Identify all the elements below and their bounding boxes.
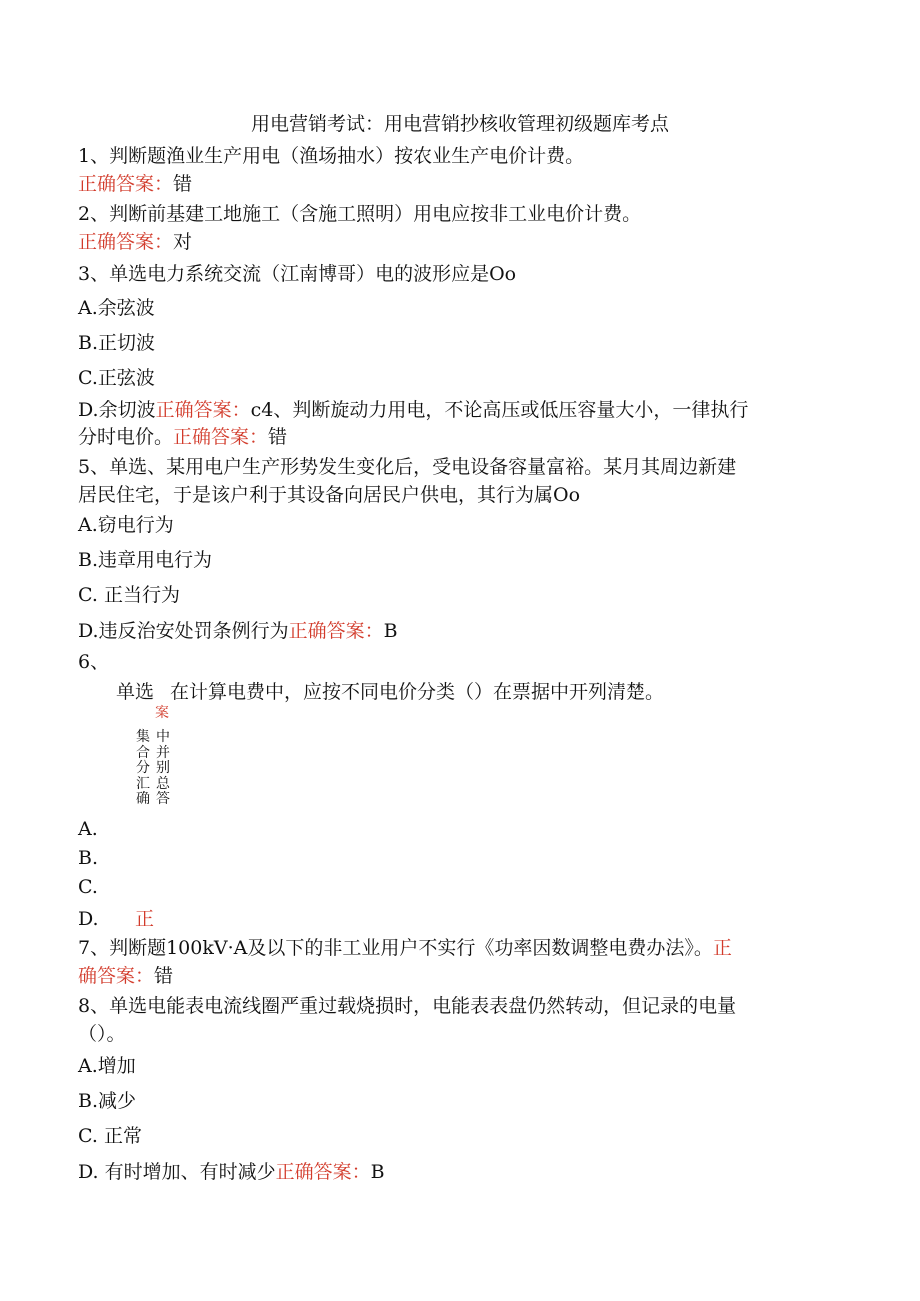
option-column-right: 中 并 别 总 答 [156, 729, 170, 807]
question-4-cont: 分时电价。正确答案：错 [78, 426, 288, 448]
option-a: A.余弦波 [78, 297, 155, 319]
option-a: A. [78, 818, 98, 840]
option-c: C.正弦波 [78, 367, 155, 389]
answer-label: 正确答案： [288, 620, 384, 642]
option-b: B.正切波 [78, 332, 156, 354]
answer-value: 错 [268, 426, 288, 448]
answer-label: 正确答案： [173, 426, 269, 448]
question-6: 在计算电费中，应按不同电价分类（）在票据中开列清楚。 [170, 681, 665, 703]
answer-value: B [383, 620, 398, 642]
question-4: 4、判断旋动力用电，不论高压或低压容量大小，一律执行 [261, 399, 749, 421]
answer-value: 错 [154, 965, 174, 987]
answer-label: 正确答案： [155, 399, 251, 421]
option-d: D. 有时增加、有时减少 [78, 1161, 276, 1183]
answer-fragment: 正 [135, 908, 155, 930]
answer-7 [78, 964, 173, 988]
option-c: C. [78, 876, 98, 898]
answer-value: 对 [173, 231, 193, 253]
answer-label-part: 正 [712, 937, 732, 959]
question-3: 3、单选电力系统交流（江南博哥）电的波形应是Oo [78, 263, 517, 285]
answer-1 [78, 172, 192, 196]
question-1: 1、判断题渔业生产用电（渔场抽水）按农业生产电价计费。 [78, 145, 585, 167]
option-d-with-answer [78, 398, 748, 422]
option-c: C. 正常 [78, 1125, 142, 1147]
question-5-cont: 居民住宅，于是该户利于其设备向居民户供电，其行为属Oo [78, 484, 581, 506]
option-c: C. 正当行为 [78, 584, 180, 606]
option-column-left: 集 合 分 汇 确 [136, 729, 150, 807]
answer-fragment: 案 [155, 705, 169, 721]
question-6-number: 6、 [78, 651, 110, 673]
answer-value: c [250, 399, 262, 421]
question-6-type: 单选 [116, 681, 155, 703]
option-a: A.增加 [78, 1055, 136, 1077]
option-b: B.减少 [78, 1090, 137, 1112]
answer-value: 错 [173, 173, 193, 195]
option-d-with-answer [78, 619, 398, 643]
option-b: B. [78, 847, 99, 869]
answer-label: 正确答案： [78, 173, 174, 195]
question-2: 2、判断前基建工地施工（含施工照明）用电应按非工业电价计费。 [78, 203, 642, 225]
answer-2 [78, 230, 192, 254]
question-5: 5、单选、某用电户生产形势发生变化后，受电设备容量富裕。某月其周边新建 [78, 456, 737, 478]
option-d: D. [78, 908, 99, 930]
answer-label: 正确答案： [275, 1161, 371, 1183]
question-8: 8、单选电能表电流线圈严重过载烧损时，电能表表盘仍然转动，但记录的电量 [78, 995, 737, 1017]
option-d: D.余切波 [78, 399, 156, 421]
option-d-with-answer [78, 1160, 385, 1184]
answer-value: B [370, 1161, 385, 1183]
option-b: B.违章用电行为 [78, 549, 213, 571]
answer-label-part: 确答案： [78, 965, 155, 987]
option-d: D.违反治安处罚条例行为 [78, 620, 289, 642]
document-title: 用电营销考试：用电营销抄核收管理初级题库考点 [250, 113, 669, 135]
answer-label: 正确答案： [78, 231, 174, 253]
question-8-cont: （）。 [78, 1023, 126, 1045]
question-7: 7、判断题100kV·A及以下的非工业用户不实行《功率因数调整电费办法》。正 [78, 937, 732, 959]
option-a: A.窃电行为 [78, 514, 174, 536]
